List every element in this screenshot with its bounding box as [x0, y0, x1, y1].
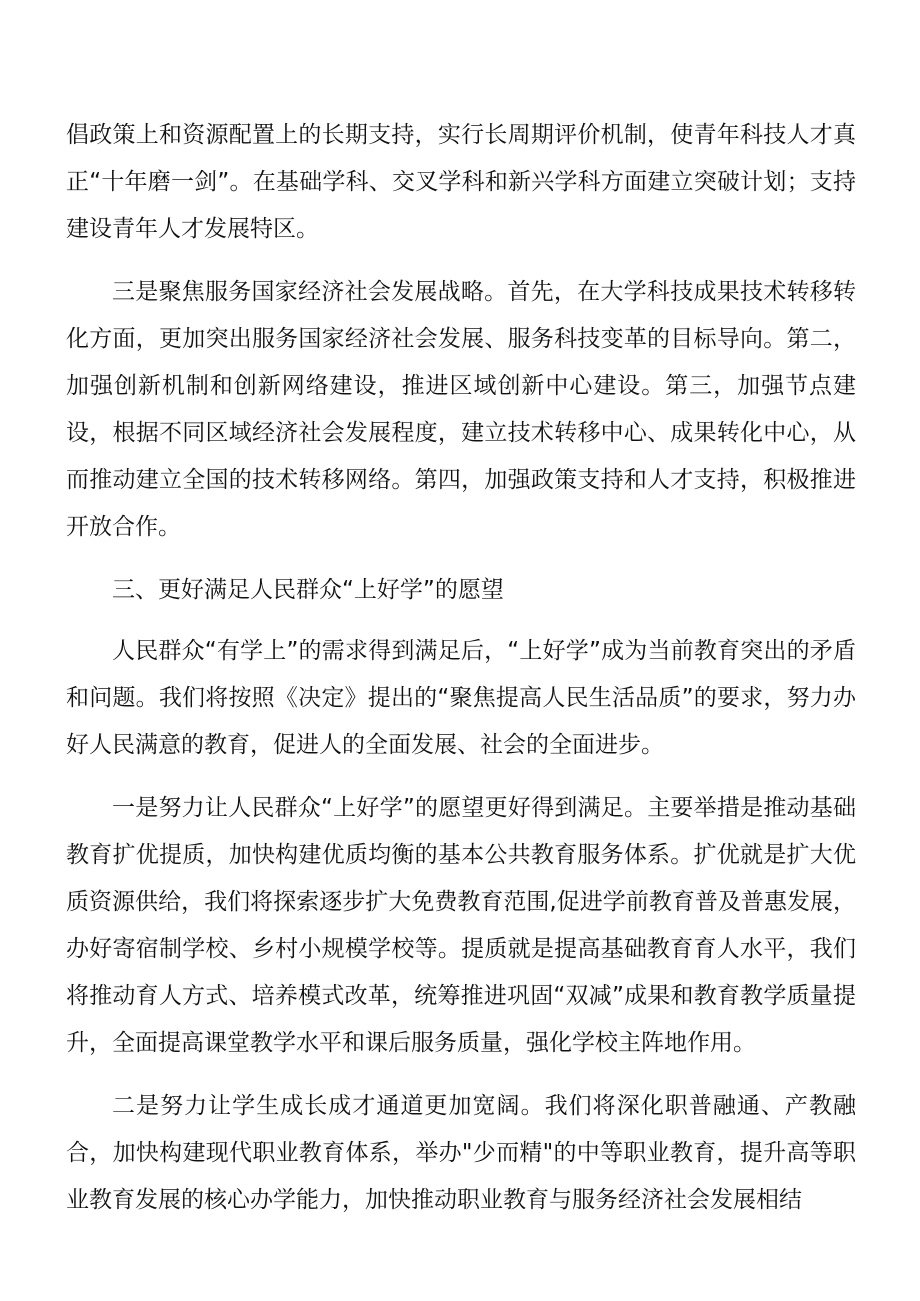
- section-heading: 三、更好满足人民群众“上好学”的愿望: [112, 577, 504, 603]
- document-body: [66, 112, 856, 1240]
- paragraph-strategy: 三是聚焦服务国家经济社会发展战略。首先，在大学科技成果技术转移转化方面，更加突出服务国家经济社会发展、服务科技变革的目标导向。第二，加强创新机制和创新网络建设，推进区域创新中心建设。第三，加强节点建设，根据不同区域经济社会发展程度，建立技术转移中心、成果转化中心，从而推动建立全国的技术转移网络。第四，加强政策支持和人才支持，积极推进开放合作。: [66, 279, 856, 540]
- paragraph-vocational-education: 二是努力让学生成长成才通道更加宽阔。我们将深化职普融通、产教融合，加快构建现代职业教育体系，举办"少而精"的中等职业教育，提升高等职业教育发展的核心办学能力，加快推动职业教育与服务经济社会发展相结: [66, 1093, 856, 1213]
- paragraph-intro: 人民群众“有学上”的需求得到满足后，“上好学”成为当前教育突出的矛盾和问题。我们将按照《决定》提出的“聚焦提高人民生活品质”的要求，努力办好人民满意的教育，促进人的全面发展、社会的全面进步。: [66, 638, 856, 758]
- paragraph-basic-education: 一是努力让人民群众“上好学”的愿望更好得到满足。主要举措是推动基础教育扩优提质，加快构建优质均衡的基本公共教育服务体系。扩优就是扩大优质资源供给，我们将探索逐步扩大免费教育范围,促进学前教育普及普惠发展，办好寄宿制学校、乡村小规模学校等。提质就是提高基础教育育人水平，我们将推动育人方式、培养模式改革，统筹推进巩固“双减”成果和教育教学质量提升，全面提高课堂教学水平和课后服务质量，强化学校主阵地作用。: [66, 795, 856, 1056]
- paragraph-continued: 倡政策上和资源配置上的长期支持，实行长周期评价机制，使青年科技人才真正“十年磨一剑”。在基础学科、交叉学科和新兴学科方面建立突破计划；支持建设青年人才发展特区。: [66, 122, 856, 242]
